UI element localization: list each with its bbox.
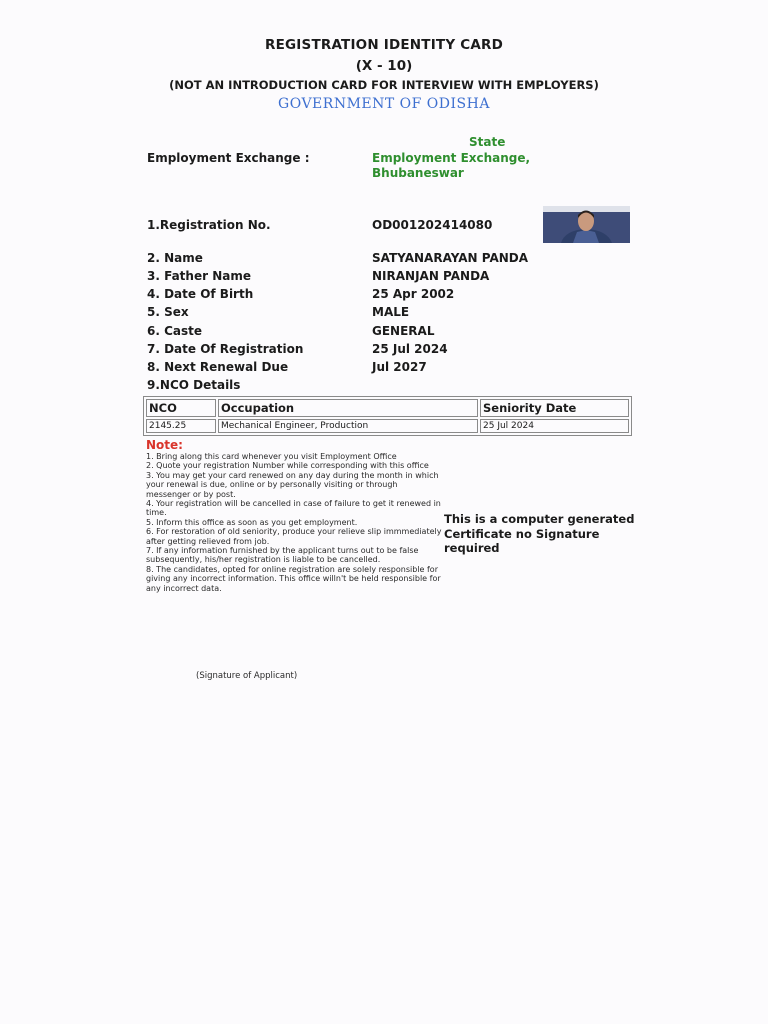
occupation-cell: Mechanical Engineer, Production <box>218 419 478 433</box>
card-title: REGISTRATION IDENTITY CARD <box>265 37 503 53</box>
caste-value: GENERAL <box>372 324 435 338</box>
note-item: 4. Your registration will be cancelled in case of failure to get it renewed in time. <box>146 499 441 518</box>
note-item: 7. If any information furnished by the applicant turns out to be false subsequently, his/her registration is liable to be cancelled. <box>146 546 419 565</box>
caste-label: 6. Caste <box>147 324 203 338</box>
note-item: 5. Inform this office as soon as you get employment. <box>146 517 358 527</box>
note-item: 3. You may get your card renewed on any day during the month in which your renewal is due, online or by personally visiting or through messenger or by post. <box>146 470 439 499</box>
sex-value: MALE <box>372 305 410 319</box>
note-item: 2. Quote your registration Number while corresponding with this office <box>146 461 429 471</box>
registration-no-value: OD001202414080 <box>372 218 493 232</box>
father-name-label: 3. Father Name <box>147 269 251 283</box>
exchange-label: Employment Exchange : <box>147 151 310 165</box>
renewal-due-label: 8. Next Renewal Due <box>147 360 289 374</box>
nco-table <box>143 396 632 436</box>
computer-generated-note: This is a computer generated Certificate no Signature required <box>444 512 635 555</box>
nco-table-header-row <box>146 399 629 417</box>
note-item: 8. The candidates, opted for online registration are solely responsible for giving any incorrect information. This office willn't be held responsible for any incorrect data. <box>146 564 441 593</box>
name-value: SATYANARAYAN PANDA <box>372 251 529 265</box>
nco-details-heading: 9.NCO Details <box>147 378 241 392</box>
registration-date-value: 25 Jul 2024 <box>372 342 448 356</box>
card-subtitle: (NOT AN INTRODUCTION CARD FOR INTERVIEW WITH EMPLOYERS) <box>169 78 599 92</box>
dob-label: 4. Date Of Birth <box>147 287 254 301</box>
applicant-photo-image <box>543 206 630 243</box>
sex-label: 5. Sex <box>147 305 189 319</box>
note-item: 1. Bring along this card whenever you visit Employment Office <box>146 452 397 461</box>
exchange-line-city: Bhubaneswar <box>372 166 464 180</box>
note-title: Note: <box>146 438 183 452</box>
registration-no-label: 1.Registration No. <box>147 218 271 232</box>
nco-code-cell: 2145.25 <box>146 419 216 433</box>
registration-date-label: 7. Date Of Registration <box>147 342 304 356</box>
form-number: (X - 10) <box>355 58 413 74</box>
applicant-photo <box>543 206 630 243</box>
exchange-line-name: Employment Exchange, <box>372 151 531 165</box>
applicant-signature-label: (Signature of Applicant) <box>196 671 298 681</box>
nco-column-header: NCO <box>146 399 216 417</box>
exchange-line-state: State <box>469 135 506 149</box>
name-label: 2. Name <box>147 251 203 265</box>
note-item: 6. For restoration of old seniority, produce your relieve slip immmediately after getting relieved from job. <box>146 527 442 546</box>
renewal-due-value: Jul 2027 <box>372 360 427 374</box>
seniority-date-cell: 25 Jul 2024 <box>480 419 629 433</box>
government-name: GOVERNMENT OF ODISHA <box>278 96 490 112</box>
occupation-column-header: Occupation <box>218 399 478 417</box>
seniority-date-column-header: Seniority Date <box>480 399 629 417</box>
father-name-value: NIRANJAN PANDA <box>372 269 490 283</box>
table-row <box>146 419 629 433</box>
dob-value: 25 Apr 2002 <box>372 287 455 301</box>
notes-list <box>146 452 442 593</box>
